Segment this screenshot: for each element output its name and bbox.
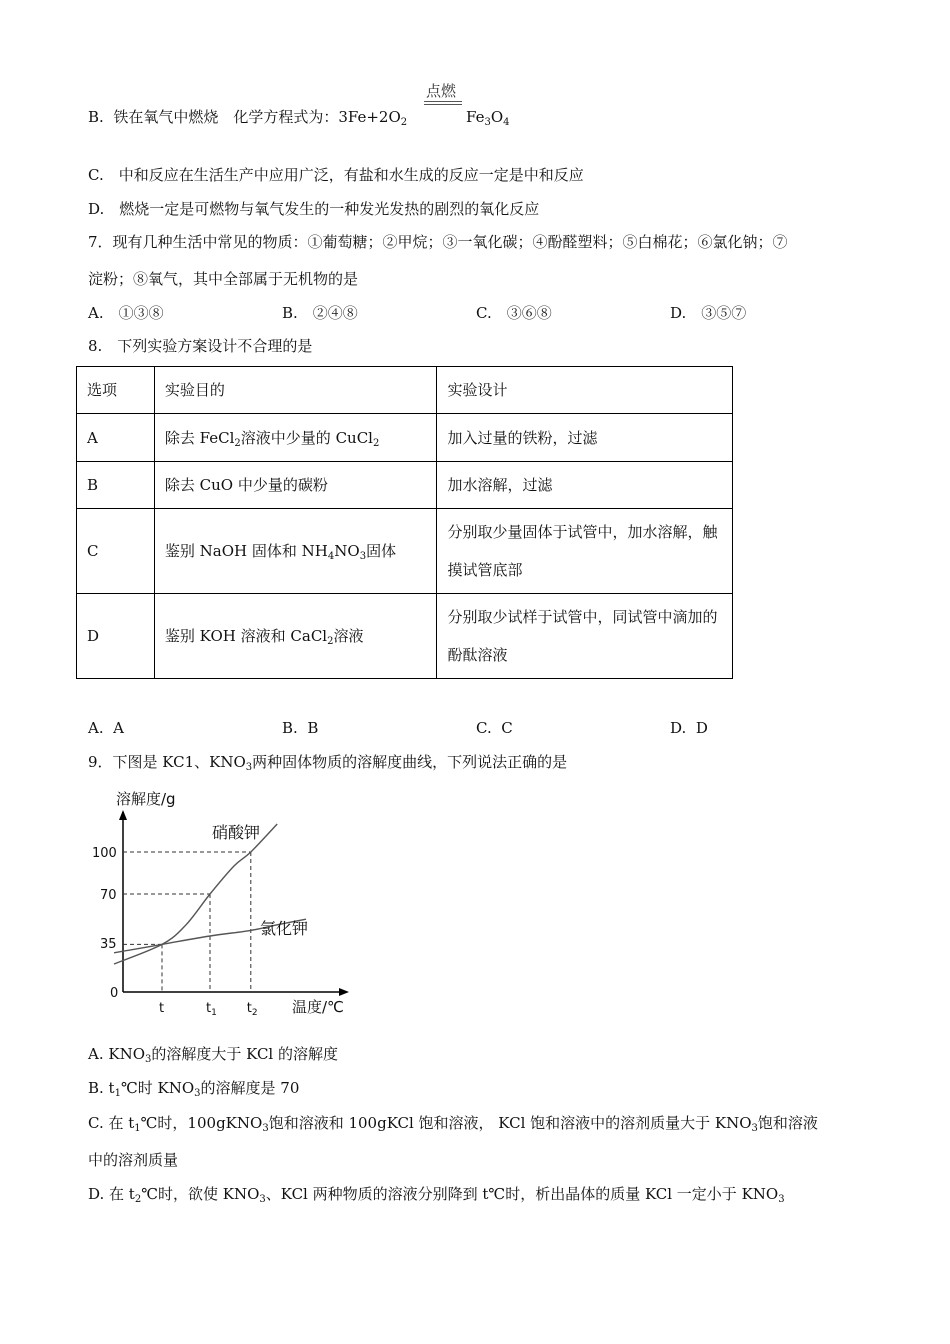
q8-option-b: B. B: [282, 719, 319, 737]
q8-stem: 8. 下列实验方案设计不合理的是: [88, 337, 313, 355]
header-option: 选项: [77, 367, 155, 414]
row-option: C: [77, 509, 155, 594]
y-tick-label: 0: [110, 986, 119, 1001]
row-purpose: 除去 FeCl$_2$溶液中少量的 CuCl$_2$: [154, 414, 437, 462]
x-axis-arrow: [339, 988, 349, 996]
x-tick-label: $t_1$: [206, 1001, 217, 1018]
x-tick-label: $t_2$: [246, 1001, 258, 1018]
table-row: [77, 509, 733, 594]
y-axis-arrow: [119, 810, 127, 820]
q9-option-a: A. $KNO_3$的溶解度大于 KCl 的溶解度: [88, 1045, 338, 1065]
kno3-series-label: 硝酸钾: [212, 823, 261, 842]
equation-arrow-line: [424, 101, 462, 102]
row-option: A: [77, 414, 155, 462]
row-design: 加水溶解，过滤: [437, 462, 733, 509]
row-purpose: 鉴别 NaOH 固体和 $NH_4NO_3$固体: [154, 509, 437, 594]
q7-option-b: B. ②④⑧: [282, 304, 358, 322]
q9-stem: 9．下图是 KC1、$KNO_3$两种固体物质的溶解度曲线，下列说法正确的是: [88, 753, 568, 773]
q7-option-d: D. ③⑤⑦: [670, 304, 747, 322]
row-purpose: 除去 CuO 中少量的碳粉: [154, 462, 437, 509]
q6-option-b-product: $Fe_3O_4$: [466, 108, 510, 128]
table-row: [77, 462, 733, 509]
y-tick-label: 35: [100, 937, 117, 952]
q7-stem-line1: 7．现有几种生活中常见的物质：①葡萄糖；②甲烷；③一氧化碳；④酚醛塑料；⑤白棉花；⑥氯化钠；⑦: [88, 233, 788, 251]
q8-option-c: C. C: [476, 719, 513, 737]
q8-option-d: D. D: [670, 719, 708, 737]
row-purpose: 鉴别 KOH 溶液和 CaCl$_2$溶液: [154, 594, 437, 679]
q7-stem-line2: 淀粉；⑧氧气，其中全部属于无机物的是: [88, 270, 359, 288]
q9-option-b: B. $t_1℃$时 $KNO_3$的溶解度是 70: [88, 1079, 300, 1099]
q9-option-c: C. 在 $t_1℃$时，100gKNO$_3$饱和溶液和 100gKCl 饱和溶液， KCl 饱和溶液中的溶剂质量大于 $KNO_3$饱和溶液: [88, 1114, 818, 1134]
table-row: [77, 594, 733, 679]
y-tick-label: 100: [92, 846, 117, 861]
x-tick-label: t: [159, 1001, 165, 1016]
q6-option-b: B. 铁在氧气中燃烧 化学方程式为：$3Fe+2O_2$: [88, 108, 408, 128]
y-tick-label: 70: [100, 888, 117, 903]
row-option: D: [77, 594, 155, 679]
q6-option-c: C. 中和反应在生活生产中应用广泛，有盐和水生成的反应一定是中和反应: [88, 166, 584, 184]
q8-option-a: A. A: [88, 719, 124, 737]
experiment-table: [76, 366, 733, 679]
header-design: 实验设计: [437, 367, 733, 414]
kcl-series-label: 氯化钾: [260, 919, 309, 938]
q7-option-a: A. ①③⑧: [88, 304, 164, 322]
header-purpose: 实验目的: [154, 367, 437, 414]
table-header-row: [77, 367, 733, 414]
row-design: 分别取少量固体于试管中，加水溶解，触摸试管底部: [437, 509, 733, 594]
reaction-condition: 点燃: [426, 82, 457, 100]
q7-option-c: C. ③⑥⑧: [476, 304, 552, 322]
row-design: 加入过量的铁粉，过滤: [437, 414, 733, 462]
equation-arrow-line: [424, 104, 462, 105]
row-option: B: [77, 462, 155, 509]
q6-option-d: D. 燃烧一定是可燃物与氧气发生的一种发光发热的剧烈的氧化反应: [88, 200, 540, 218]
row-design: 分别取少试样于试管中，同试管中滴加的酚酞溶液: [437, 594, 733, 679]
solubility-chart: [90, 782, 360, 1022]
q9-option-d: D. 在 $t_2℃$时，欲使 $KNO_3$、KCl 两种物质的溶液分别降到 t℃时，析出晶体的质量 KCl 一定小于 $KNO_3$: [88, 1185, 785, 1205]
y-axis-label: 溶解度/g: [116, 790, 176, 808]
q9-option-c-line2: 中的溶剂质量: [88, 1151, 179, 1169]
x-axis-label: 温度/℃: [292, 998, 344, 1016]
table-row: [77, 414, 733, 462]
